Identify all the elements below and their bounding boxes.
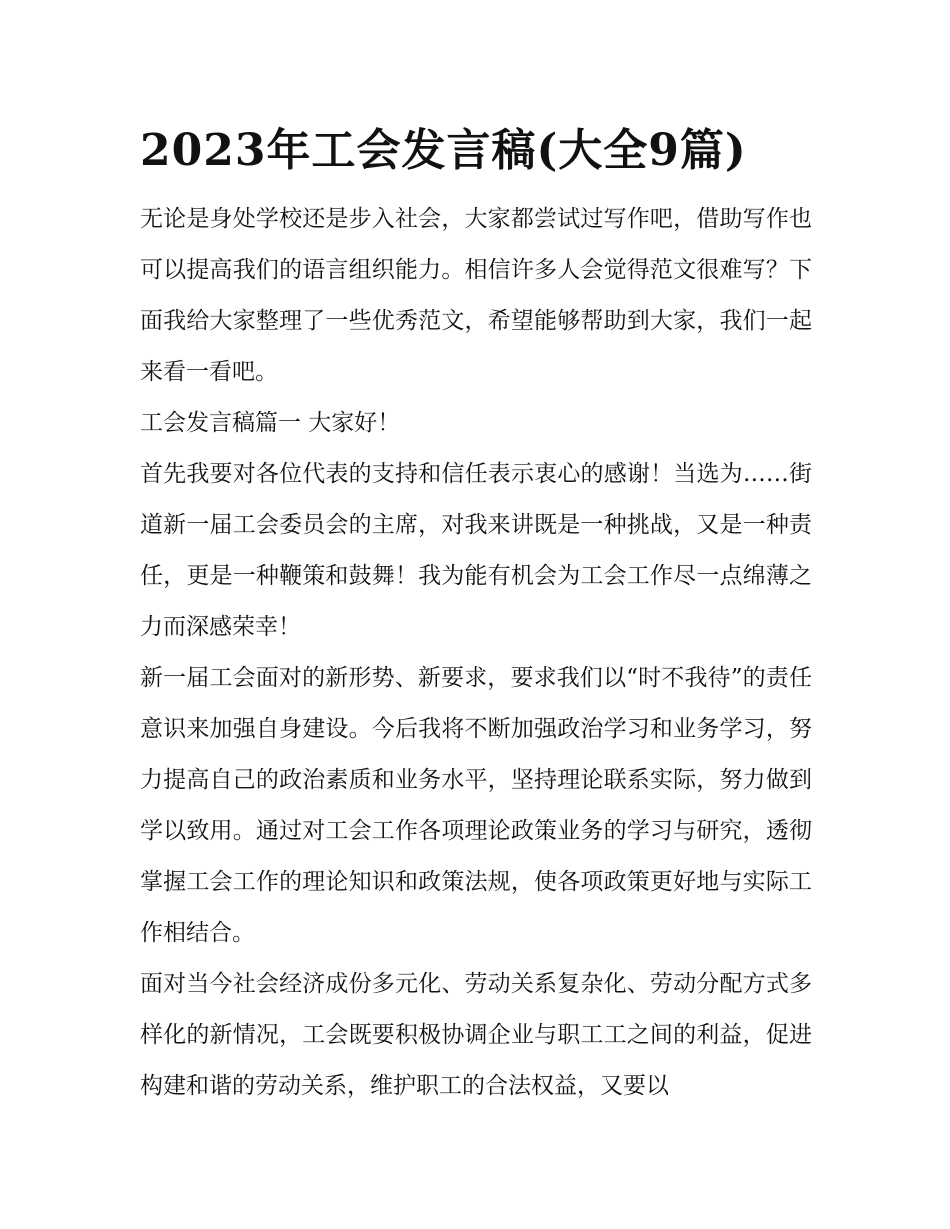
section-heading-paragraph: 工会发言稿篇一 大家好！	[140, 410, 401, 436]
intro-paragraph: 无论是身处学校还是步入社会，大家都尝试过写作吧，借助写作也可以提高我们的语言组织能力。相信许多人会觉得范文很难写？下面我给大家整理了一些优秀范文，希望能够帮助到大家，我们一起来看一看吧。	[140, 206, 812, 385]
document-body	[140, 194, 812, 1112]
body-paragraph: 首先我要对各位代表的支持和信任表示衷心的感谢！当选为……街道新一届工会委员会的主席，对我来讲既是一种挑战，又是一种责任，更是一种鞭策和鼓舞！我为能有机会为工会工作尽一点绵薄之力而深感荣幸！	[140, 461, 812, 640]
document-title: 2023年工会发言稿(大全9篇)	[140, 125, 747, 176]
body-paragraph: 新一届工会面对的新形势、新要求，要求我们以“时不我待”的责任意识来加强自身建设。今后我将不断加强政治学习和业务学习，努力提高自己的政治素质和业务水平，坚持理论联系实际，努力做到学以致用。通过对工会工作各项理论政策业务的学习与研究，透彻掌握工会工作的理论知识和政策法规，使各项政策更好地与实际工作相结合。	[140, 665, 812, 946]
body-paragraph: 面对当今社会经济成份多元化、劳动关系复杂化、劳动分配方式多样化的新情况，工会既要积极协调企业与职工工之间的利益，促进构建和谐的劳动关系，维护职工的合法权益，又要以	[140, 971, 812, 1099]
